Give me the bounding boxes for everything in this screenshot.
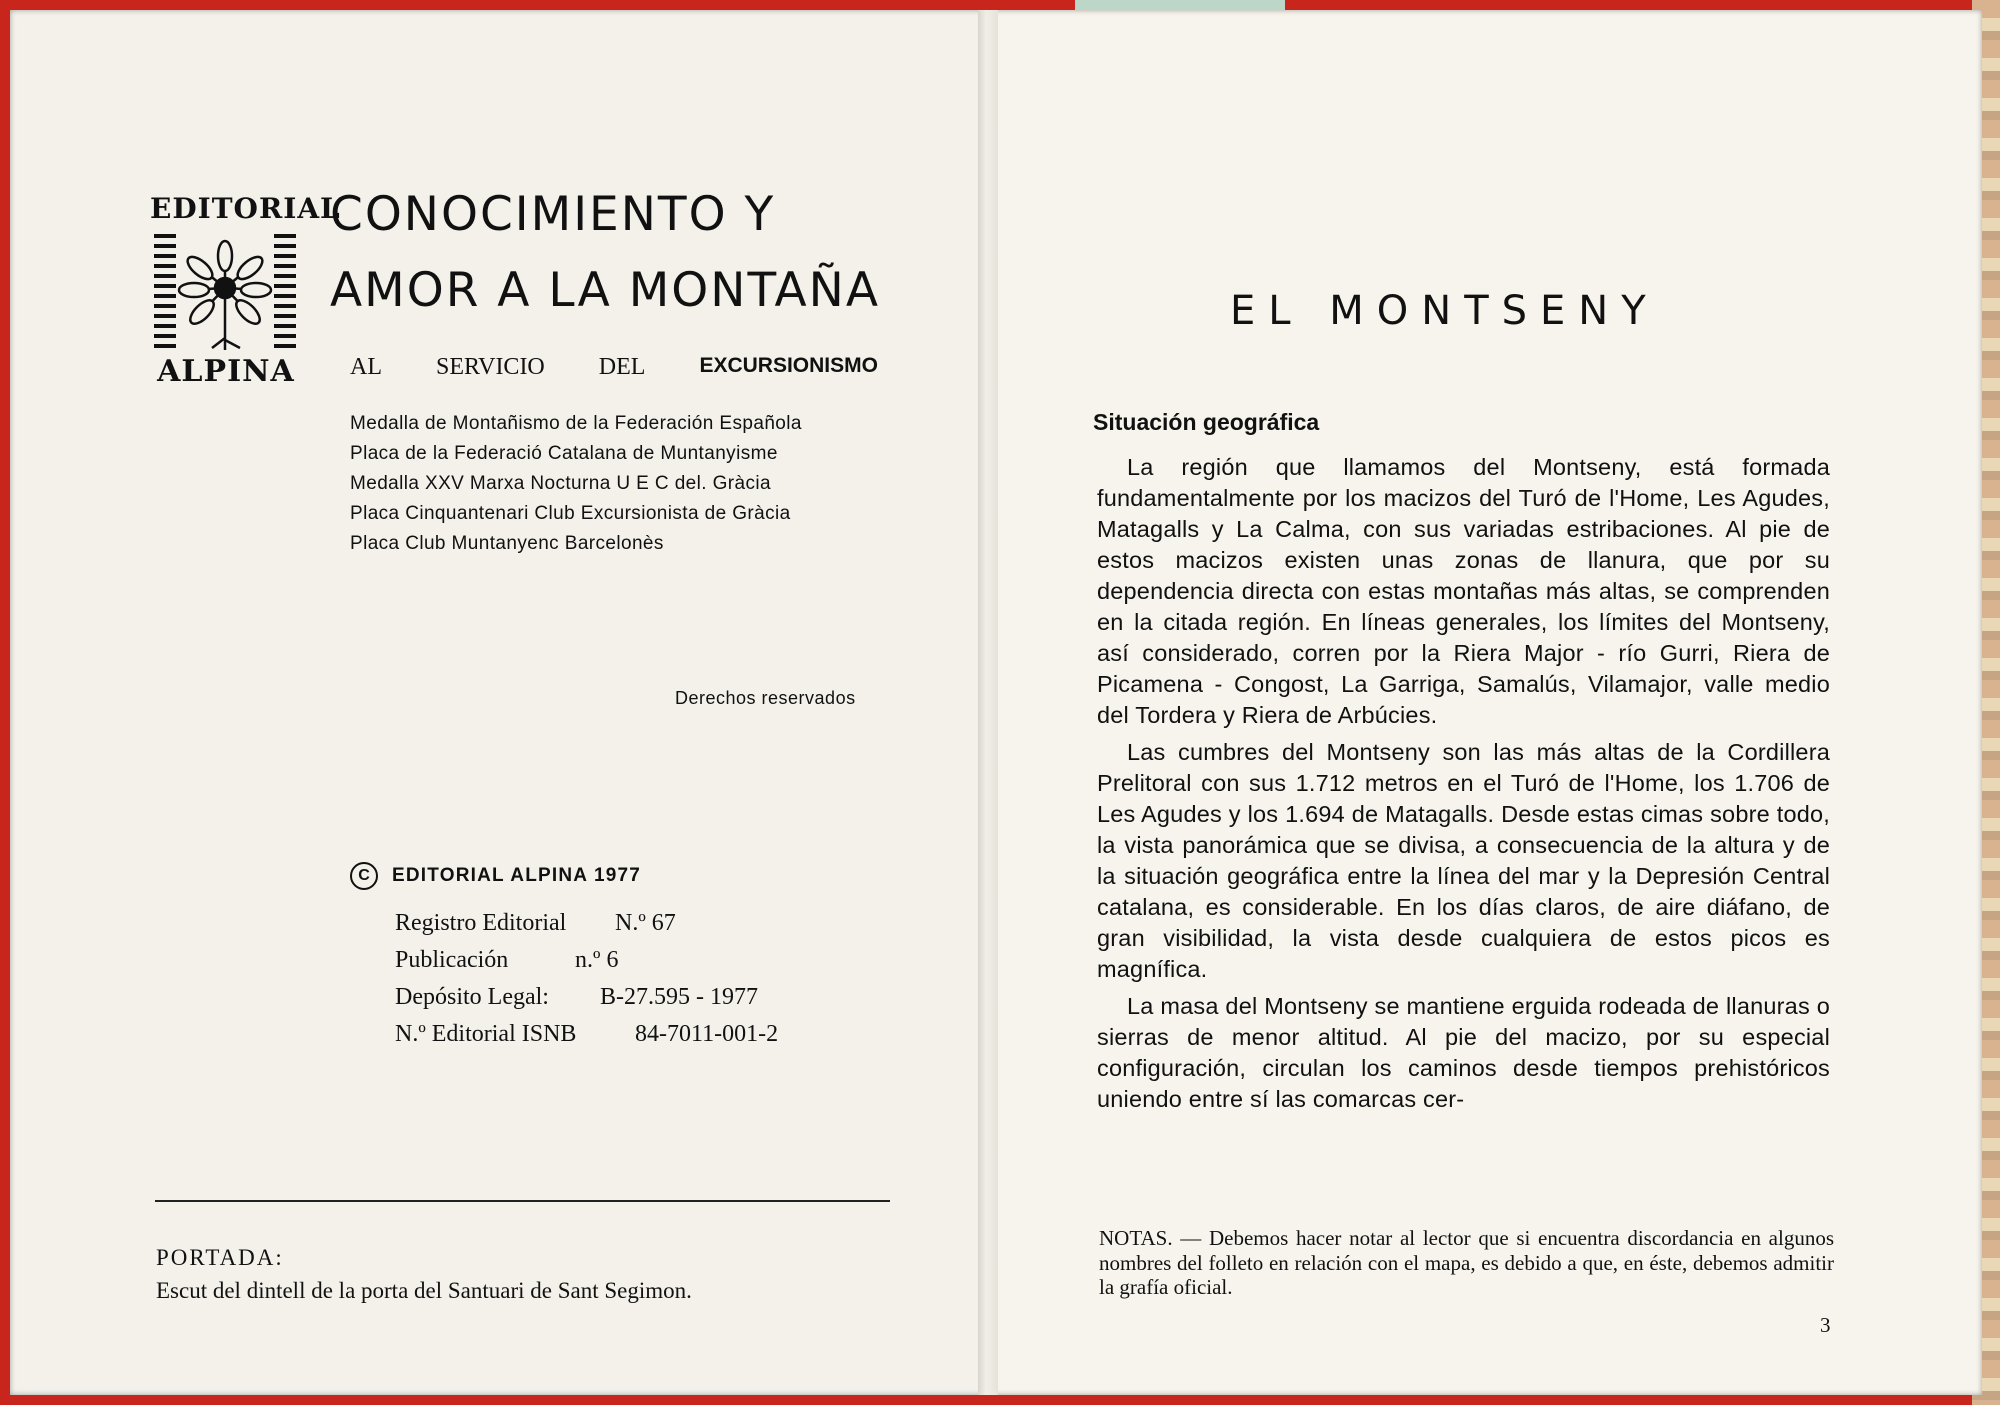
edelweiss-icon — [154, 228, 296, 352]
publication-row — [395, 905, 778, 942]
publisher-logo — [150, 192, 341, 390]
page-title: EL MONTSENY — [1230, 288, 1659, 334]
paragraph: Las cumbres del Montseny son las más altas de la Cordillera Prelitoral con sus 1.712 metros en el Turó de l'Home, los 1.706 de Les Agudes y los 1.694 de Matagalls. Desde estas cimas sobre todo, la vista panorámica que se divisa, a consecuencia de la altura y de la situación geográfica entre la línea del mar y la Depresión Central catalana, es considerable. En los días claros, de aire diáfano, de gran visibilidad, la vista desde cualquiera de estos picos es magnífica. — [1097, 739, 1830, 982]
service-word: AL — [350, 354, 382, 380]
paragraph: La masa del Montseny se mantiene erguida rodeada de llanuras o sierras de menor altitud. Al pie del macizo, por su especial configuración, circulan los caminos desde tiempos prehistóricos uniendo entre sí las comarcas cer- — [1097, 993, 1830, 1112]
copyright-line — [350, 862, 641, 890]
brand-motto-line-2: AMOR A LA MONTAÑA — [330, 263, 880, 318]
publication-value: 84-7011-001-2 — [635, 1021, 779, 1047]
awards-list — [350, 409, 880, 559]
publication-row — [395, 979, 778, 1016]
award-item: Medalla de Montañismo de la Federación Española — [350, 413, 802, 434]
section-heading: Situación geográfica — [1093, 409, 1320, 435]
award-item: Placa de la Federació Catalana de Muntanyisme — [350, 443, 778, 464]
notes: NOTAS. — Debemos hacer notar al lector que si encuentra discordancia en algunos nombres del folleto en relación con el mapa, es debido a que, en éste, debemos admitir la grafía oficial. — [1099, 1226, 1834, 1299]
brand-motto-line-1: CONOCIMIENTO Y — [330, 187, 776, 242]
logo-top-word: EDITORIAL — [150, 192, 341, 225]
publication-label: Registro Editorial — [395, 910, 567, 936]
page-number: 3 — [1820, 1313, 1831, 1337]
copyright-icon: C — [350, 862, 378, 890]
publication-value: n.º 6 — [575, 947, 619, 973]
publication-value: B-27.595 - 1977 — [600, 984, 758, 1010]
divider-rule — [155, 1200, 890, 1202]
logo-bottom-word: ALPINA — [157, 354, 295, 389]
award-item: Medalla XXV Marxa Nocturna U E C del. Gràcia — [350, 473, 771, 494]
publication-value: N.º 67 — [615, 910, 676, 936]
award-item: Placa Club Muntanyenc Barcelonès — [350, 533, 664, 554]
service-word: EXCURSIONISMO — [699, 354, 878, 377]
award-item: Placa Cinquantenari Club Excursionista de Gràcia — [350, 503, 791, 524]
rights-notice: Derechos reservados — [675, 688, 856, 708]
body-text — [1097, 452, 1830, 1121]
publication-info — [395, 905, 778, 1053]
brand-service-line — [350, 354, 878, 381]
copyright-text: EDITORIAL ALPINA 1977 — [392, 865, 642, 886]
publication-label: Depósito Legal: — [395, 984, 549, 1010]
service-word: SERVICIO — [436, 354, 545, 380]
cover-label: PORTADA: — [156, 1245, 284, 1270]
publication-label: Publicación — [395, 947, 509, 973]
publication-row — [395, 1016, 778, 1053]
paragraph: La región que llamamos del Montseny, está formada fundamentalmente por los macizos del Turó de l'Home, Les Agudes, Matagalls y La Calma, con sus variadas estribaciones. Al pie de estos macizos existen unas zonas de llanura, que por su dependencia directa con estas montañas más altas, se comprenden en la citada región. En líneas generales, los límites del Montseny, así considerado, corren por la Riera Major - río Gurri, Riera de Picamena - Congost, La Garriga, Samalús, Vilamajor, valle medio del Tordera y Riera de Arbúcies. — [1097, 454, 1830, 728]
publication-row — [395, 942, 778, 979]
cover-description: Escut del dintell de la porta del Santuari de Sant Segimon. — [156, 1278, 692, 1303]
book-gutter — [978, 10, 998, 1395]
service-word: DEL — [598, 354, 646, 380]
publication-label: N.º Editorial ISNB — [395, 1021, 577, 1047]
